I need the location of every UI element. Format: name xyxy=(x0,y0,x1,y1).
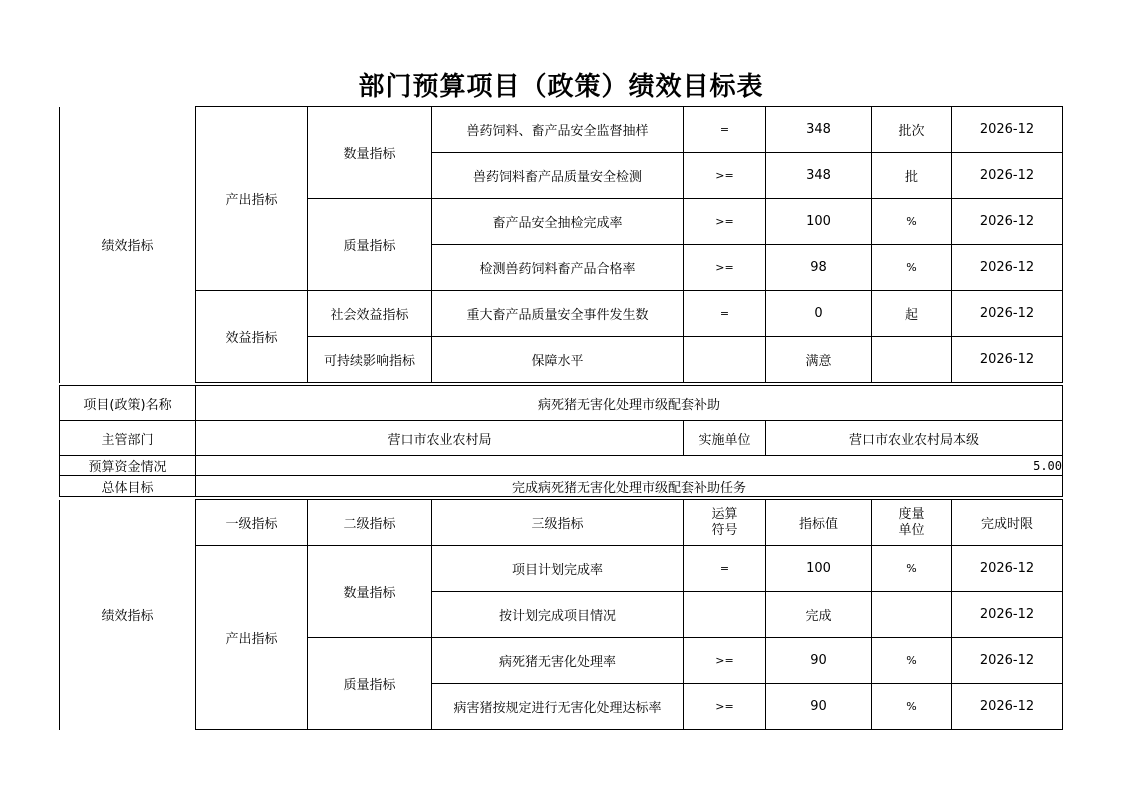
operator: = xyxy=(684,107,766,153)
header-level2: 二级指标 xyxy=(308,500,432,546)
deadline: 2026-12 xyxy=(952,107,1063,153)
indicator-value: 100 xyxy=(766,546,872,592)
indicator-unit: 起 xyxy=(872,291,952,337)
header-level3: 三级指标 xyxy=(432,500,684,546)
level3-cell: 质量指标 xyxy=(308,638,432,730)
goal-value: 完成病死猪无害化处理市级配套补助任务 xyxy=(196,476,1063,497)
level1-cell: 绩效指标 xyxy=(60,107,196,383)
impl-label: 实施单位 xyxy=(684,421,766,456)
indicator-table-bottom xyxy=(59,499,1063,730)
indicator-unit: % xyxy=(872,684,952,730)
deadline: 2026-12 xyxy=(952,153,1063,199)
level2-cell: 产出指标 xyxy=(196,107,308,291)
deadline: 2026-12 xyxy=(952,638,1063,684)
indicator-unit: % xyxy=(872,245,952,291)
project-name-label: 项目(政策)名称 xyxy=(60,386,196,421)
indicator-unit: % xyxy=(872,546,952,592)
header-deadline: 完成时限 xyxy=(952,500,1063,546)
deadline: 2026-12 xyxy=(952,245,1063,291)
indicator-name: 按计划完成项目情况 xyxy=(432,592,684,638)
operator: >= xyxy=(684,153,766,199)
level3-cell: 社会效益指标 xyxy=(308,291,432,337)
indicator-value: 348 xyxy=(766,153,872,199)
indicator-value: 90 xyxy=(766,684,872,730)
level3-cell: 数量指标 xyxy=(308,107,432,199)
operator xyxy=(684,592,766,638)
indicator-value: 90 xyxy=(766,638,872,684)
dept-label: 主管部门 xyxy=(60,421,196,456)
dept-value: 营口市农业农村局 xyxy=(196,421,684,456)
goal-label: 总体目标 xyxy=(60,476,196,497)
indicator-table-top xyxy=(59,106,1063,383)
deadline: 2026-12 xyxy=(952,546,1063,592)
indicator-value: 98 xyxy=(766,245,872,291)
indicator-unit: 批 xyxy=(872,153,952,199)
deadline: 2026-12 xyxy=(952,592,1063,638)
level3-cell: 可持续影响指标 xyxy=(308,337,432,383)
budget-value: 5.00 xyxy=(196,456,1063,476)
indicator-unit: % xyxy=(872,638,952,684)
operator: >= xyxy=(684,199,766,245)
indicator-name: 检测兽药饲料畜产品合格率 xyxy=(432,245,684,291)
header-value: 指标值 xyxy=(766,500,872,546)
operator: = xyxy=(684,291,766,337)
indicator-value: 348 xyxy=(766,107,872,153)
operator: >= xyxy=(684,638,766,684)
header-unit: 度量 单位 xyxy=(872,500,952,546)
level1-cell: 绩效指标 xyxy=(60,500,196,730)
budget-label: 预算资金情况 xyxy=(60,456,196,476)
indicator-unit xyxy=(872,337,952,383)
operator: = xyxy=(684,546,766,592)
indicator-unit: 批次 xyxy=(872,107,952,153)
indicator-name: 病死猪无害化处理率 xyxy=(432,638,684,684)
deadline: 2026-12 xyxy=(952,291,1063,337)
header-level1: 一级指标 xyxy=(196,500,308,546)
operator: >= xyxy=(684,684,766,730)
indicator-value: 满意 xyxy=(766,337,872,383)
indicator-value: 0 xyxy=(766,291,872,337)
project-info-table xyxy=(59,385,1063,497)
indicator-value: 100 xyxy=(766,199,872,245)
operator: >= xyxy=(684,245,766,291)
header-operator: 运算 符号 xyxy=(684,500,766,546)
indicator-name: 项目计划完成率 xyxy=(432,546,684,592)
indicator-name: 兽药饲料、畜产品安全监督抽样 xyxy=(432,107,684,153)
operator xyxy=(684,337,766,383)
indicator-value: 完成 xyxy=(766,592,872,638)
indicator-name: 畜产品安全抽检完成率 xyxy=(432,199,684,245)
indicator-name: 兽药饲料畜产品质量安全检测 xyxy=(432,153,684,199)
level2-cell: 效益指标 xyxy=(196,291,308,383)
level3-cell: 质量指标 xyxy=(308,199,432,291)
deadline: 2026-12 xyxy=(952,337,1063,383)
indicator-unit: % xyxy=(872,199,952,245)
project-name-value: 病死猪无害化处理市级配套补助 xyxy=(196,386,1063,421)
level3-cell: 数量指标 xyxy=(308,546,432,638)
impl-value: 营口市农业农村局本级 xyxy=(766,421,1063,456)
deadline: 2026-12 xyxy=(952,684,1063,730)
indicator-name: 重大畜产品质量安全事件发生数 xyxy=(432,291,684,337)
level2-cell: 产出指标 xyxy=(196,546,308,730)
page-title: 部门预算项目（政策）绩效目标表 xyxy=(358,72,764,102)
indicator-unit xyxy=(872,592,952,638)
indicator-name: 病害猪按规定进行无害化处理达标率 xyxy=(432,684,684,730)
indicator-name: 保障水平 xyxy=(432,337,684,383)
deadline: 2026-12 xyxy=(952,199,1063,245)
